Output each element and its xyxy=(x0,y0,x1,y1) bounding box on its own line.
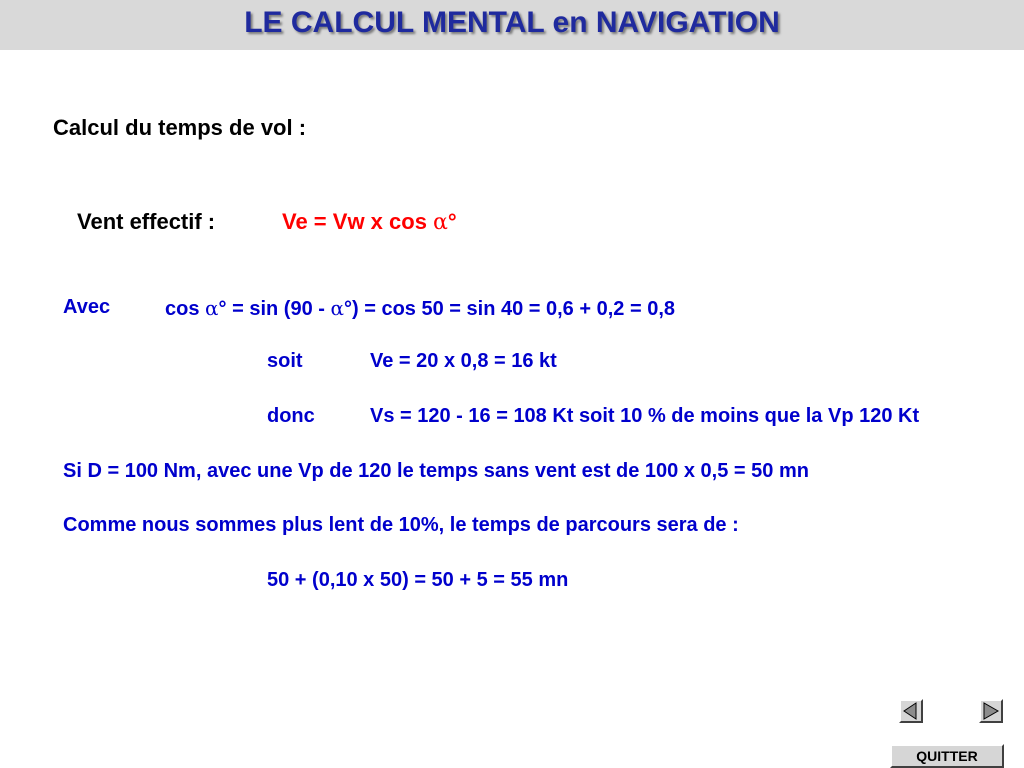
degree-symbol: ° xyxy=(218,298,227,320)
quit-button[interactable]: QUITTER xyxy=(890,744,1004,768)
slower-line: Comme nous sommes plus lent de 10%, le temps de parcours sera de : xyxy=(63,514,739,536)
cos-equation xyxy=(165,296,675,321)
cos-equation-part3: ) = cos 50 = sin 40 = 0,6 + 0,2 = 0,8 xyxy=(352,298,675,320)
degree-symbol: ° xyxy=(344,298,352,320)
degree-symbol: ° xyxy=(447,209,457,234)
soit-value: Ve = 20 x 0,8 = 16 kt xyxy=(370,350,557,372)
triangle-left-icon xyxy=(901,701,921,721)
next-button[interactable] xyxy=(979,699,1003,723)
alpha-symbol: α xyxy=(330,296,344,320)
previous-button[interactable] xyxy=(899,699,923,723)
cos-equation-part2: = sin (90 - xyxy=(226,298,331,320)
soit-label: soit xyxy=(267,350,303,372)
cos-equation-part1: cos xyxy=(165,298,206,320)
wind-formula xyxy=(282,209,457,235)
wind-formula-prefix: Ve = Vw x cos xyxy=(282,209,434,234)
alpha-symbol: α xyxy=(433,210,448,235)
slide-title: LE CALCUL MENTAL en NAVIGATION xyxy=(244,6,780,39)
triangle-right-icon xyxy=(981,701,1001,721)
donc-label: donc xyxy=(267,405,315,427)
title-bar xyxy=(0,0,1024,50)
section-heading: Calcul du temps de vol : xyxy=(53,115,307,140)
donc-value: Vs = 120 - 16 = 108 Kt soit 10 % de moins que la Vp 120 Kt xyxy=(370,405,920,427)
alpha-symbol: α xyxy=(205,296,219,320)
wind-label: Vent effectif : xyxy=(77,209,216,234)
distance-line: Si D = 100 Nm, avec une Vp de 120 le temps sans vent est de 100 x 0,5 = 50 mn xyxy=(63,460,809,482)
result-line: 50 + (0,10 x 50) = 50 + 5 = 55 mn xyxy=(267,569,569,591)
avec-label: Avec xyxy=(63,296,111,318)
